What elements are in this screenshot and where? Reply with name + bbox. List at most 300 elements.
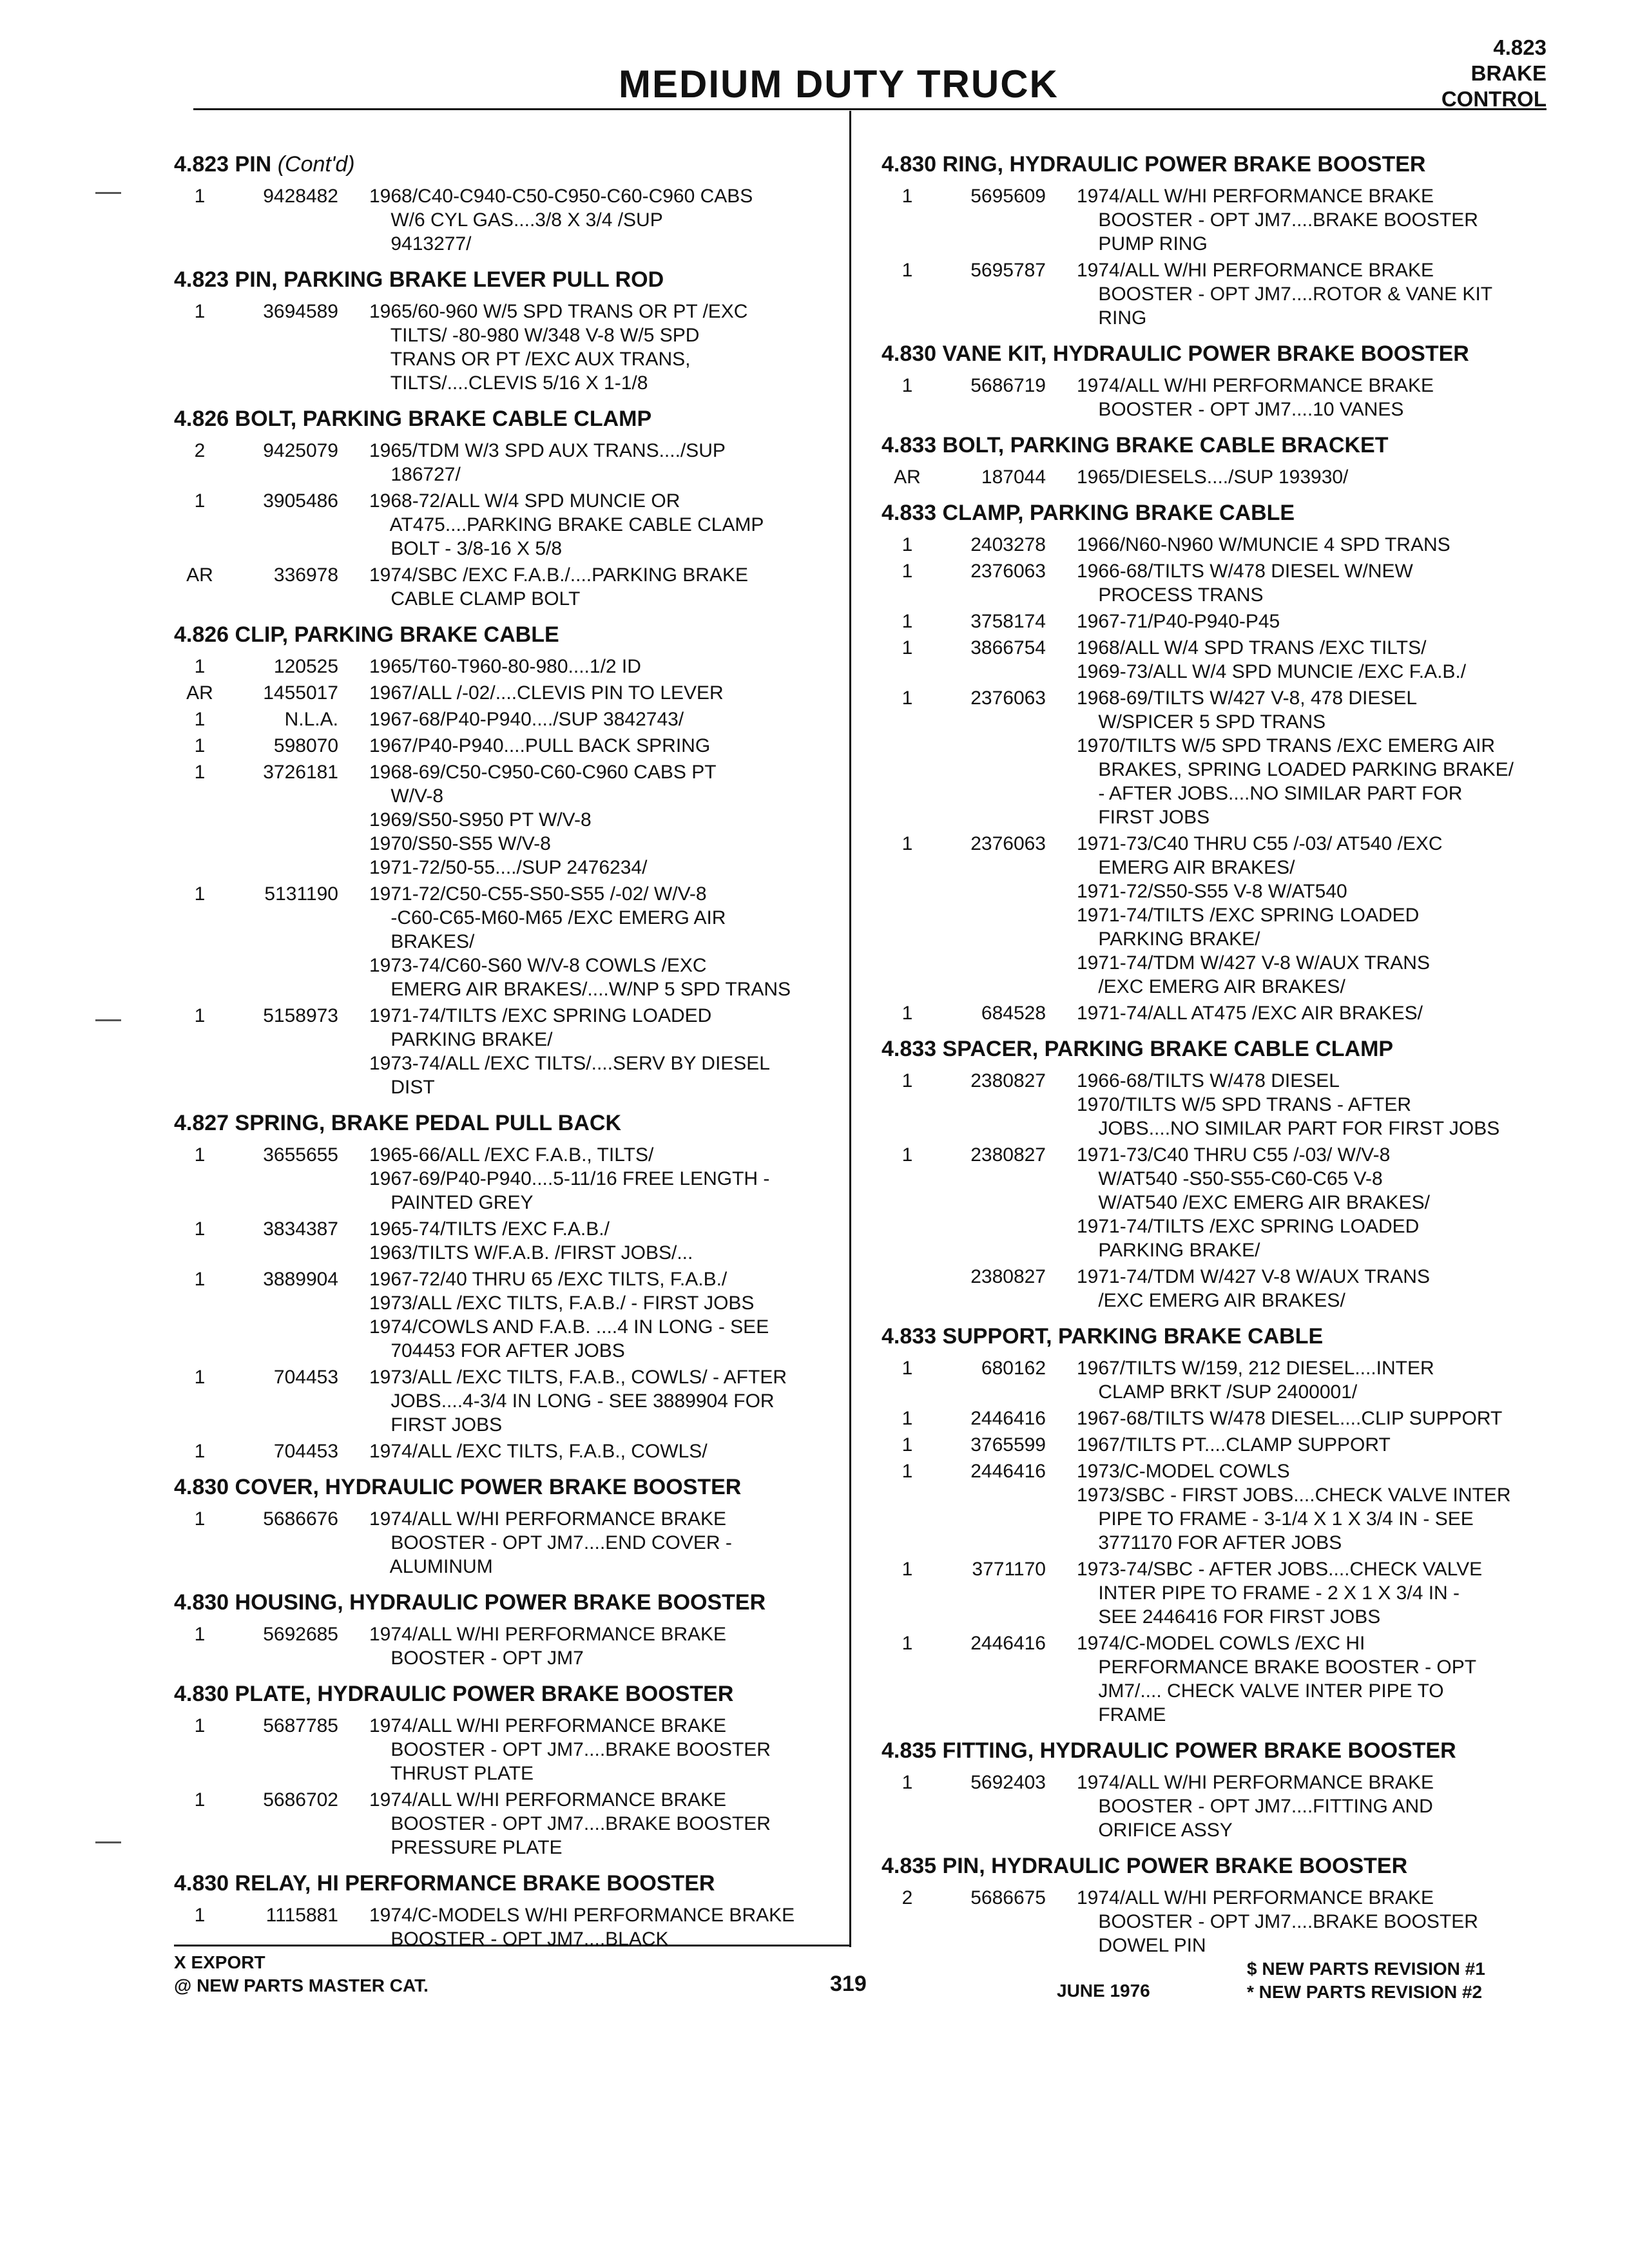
description-line: -C60-C65-M60-M65 /EXC EMERG AIR [369, 907, 726, 928]
part-entry [174, 563, 831, 611]
part-number: 5686675 [970, 1887, 1046, 1908]
description-line: 1973-74/C60-S60 W/V-8 COWLS /EXC [369, 955, 707, 976]
description-line: - AFTER JOBS....NO SIMILAR PART FOR [1077, 783, 1463, 804]
part-entry [882, 1771, 1558, 1842]
description-line: TILTS/....CLEVIS 5/16 X 1-1/8 [369, 372, 648, 394]
description-line: 1971-72/50-55..../SUP 2476234/ [369, 857, 648, 878]
description-line: 1965/60-960 W/5 SPD TRANS OR PT /EXC [369, 301, 748, 322]
catalog-section [882, 339, 1558, 421]
part-entry [174, 707, 831, 731]
section-heading [174, 1679, 831, 1709]
quantity: 1 [901, 1003, 913, 1024]
part-description [1077, 636, 1558, 684]
description-line: CLAMP BRKT /SUP 2400001/ [1077, 1381, 1358, 1403]
section-code: 4.830 [174, 1475, 229, 1499]
quantity: AR [186, 682, 213, 704]
quantity: AR [894, 466, 921, 488]
quantity: 1 [901, 1559, 913, 1580]
part-description [1077, 832, 1558, 999]
continued-note: (Cont'd) [277, 152, 355, 177]
section-heading [882, 1851, 1558, 1881]
quantity: 1 [194, 490, 206, 512]
description-line: 1967/ALL /-02/....CLEVIS PIN TO LEVER [369, 682, 724, 704]
column-divider [849, 111, 851, 1947]
section-code: 4.830 [174, 1871, 229, 1896]
description-line: INTER PIPE TO FRAME - 2 X 1 X 3/4 IN - [1077, 1582, 1460, 1604]
description-line: W/SPICER 5 SPD TRANS [1077, 711, 1326, 733]
description-line: 1969-73/ALL W/4 SPD MUNCIE /EXC F.A.B./ [1077, 661, 1467, 682]
part-description [1077, 1143, 1558, 1262]
part-entry [174, 1267, 831, 1363]
part-description [1077, 686, 1558, 829]
description-line: BRAKES, SPRING LOADED PARKING BRAKE/ [1077, 759, 1514, 780]
description-line: 1968/C40-C940-C50-C950-C60-C960 CABS [369, 186, 753, 207]
section-code: 4.830 [174, 1590, 229, 1615]
description-line: BOOSTER - OPT JM7....ROTOR & VANE KIT [1077, 284, 1493, 305]
section-name: PIN [235, 152, 272, 177]
part-entry [882, 184, 1558, 256]
part-description [369, 1507, 831, 1579]
description-line: 1967-69/P40-P940....5-11/16 FREE LENGTH - [369, 1168, 770, 1189]
part-entry [882, 559, 1558, 607]
margin-mark [95, 1841, 121, 1843]
margin-mark [95, 1019, 121, 1021]
section-heading [882, 149, 1558, 179]
description-line: ORIFICE ASSY [1077, 1820, 1233, 1841]
section-name: PLATE, HYDRAULIC POWER BRAKE BOOSTER [235, 1682, 734, 1706]
part-entry [174, 439, 831, 486]
section-indicator [1441, 35, 1547, 112]
part-number: 3771170 [972, 1559, 1046, 1580]
quantity: 1 [194, 709, 206, 730]
catalog-section [174, 1108, 831, 1463]
section-code: 4.830 [882, 341, 937, 366]
description-line: 1966/N60-N960 W/MUNCIE 4 SPD TRANS [1077, 534, 1451, 555]
section-heading [174, 620, 831, 649]
quantity: 1 [194, 656, 206, 677]
part-number: N.L.A. [284, 709, 338, 730]
part-number: 5687785 [263, 1715, 338, 1736]
description-line: 1968/ALL W/4 SPD TRANS /EXC TILTS/ [1077, 637, 1427, 658]
description-line: 1969/S50-S950 PT W/V-8 [369, 809, 592, 831]
description-line: 1974/ALL W/HI PERFORMANCE BRAKE [1077, 186, 1434, 207]
description-line: DIST [369, 1077, 435, 1098]
part-entry [174, 1004, 831, 1099]
part-number: 2380827 [970, 1266, 1046, 1287]
part-entry [882, 1886, 1558, 1957]
part-number: 2380827 [970, 1070, 1046, 1091]
quantity: 1 [194, 301, 206, 322]
part-entry [882, 1001, 1558, 1025]
description-line: 1974/COWLS AND F.A.B. ....4 IN LONG - SEE [369, 1316, 769, 1338]
quantity: 1 [901, 1358, 913, 1379]
quantity: 1 [901, 1408, 913, 1429]
part-description [369, 300, 831, 395]
footer-master-note: @ NEW PARTS MASTER CAT. [174, 1975, 429, 1995]
description-line: BOOSTER - OPT JM7....BRAKE BOOSTER [369, 1813, 771, 1834]
quantity: 1 [194, 1715, 206, 1736]
part-entry [882, 832, 1558, 999]
quantity: 1 [901, 833, 913, 854]
description-line: PRESSURE PLATE [369, 1837, 563, 1858]
part-description [1077, 1407, 1558, 1430]
part-entry [882, 610, 1558, 633]
part-description [1077, 610, 1558, 633]
section-code: 4.830 [174, 1682, 229, 1706]
part-entry [174, 681, 831, 705]
part-description [369, 1439, 831, 1463]
description-line: BOOSTER - OPT JM7....BRAKE BOOSTER [369, 1739, 771, 1760]
description-line: 1963/TILTS W/F.A.B. /FIRST JOBS/... [369, 1242, 693, 1264]
description-line: 1974/ALL W/HI PERFORMANCE BRAKE [369, 1508, 727, 1530]
part-description [369, 1714, 831, 1785]
part-entry [174, 1217, 831, 1265]
section-label-1: BRAKE [1470, 61, 1547, 85]
part-number: 704453 [273, 1367, 338, 1388]
part-entry [882, 686, 1558, 829]
part-entry [174, 184, 831, 256]
catalog-section [174, 1679, 831, 1860]
part-entry [174, 1903, 831, 1951]
description-line: 1965/T60-T960-80-980....1/2 ID [369, 656, 641, 677]
part-number: 2380827 [970, 1144, 1046, 1166]
part-number: 1455017 [263, 682, 338, 704]
description-line: 1967-68/TILTS W/478 DIESEL....CLIP SUPPORT [1077, 1408, 1503, 1429]
description-line: 1970/TILTS W/5 SPD TRANS - AFTER [1077, 1094, 1412, 1115]
part-entry [174, 300, 831, 395]
page-number: 319 [830, 1972, 867, 1996]
part-description [369, 655, 831, 678]
quantity: 1 [194, 1905, 206, 1926]
part-description [369, 882, 831, 1001]
page-title: MEDIUM DUTY TRUCK [619, 62, 1059, 106]
description-line: 1965/TDM W/3 SPD AUX TRANS..../SUP [369, 440, 726, 461]
part-entry [882, 1459, 1558, 1555]
quantity: 1 [194, 1624, 206, 1645]
catalog-section [882, 149, 1558, 330]
description-line: PERFORMANCE BRAKE BOOSTER - OPT [1077, 1657, 1477, 1678]
part-number: 3655655 [263, 1144, 338, 1166]
part-number: 684528 [981, 1003, 1046, 1024]
part-entry [174, 489, 831, 561]
description-line: 1968-72/ALL W/4 SPD MUNCIE OR [369, 490, 680, 512]
description-line: W/AT540 /EXC EMERG AIR BRAKES/ [1077, 1192, 1430, 1213]
part-description [369, 439, 831, 486]
quantity: 1 [194, 1789, 206, 1811]
part-entry [882, 1557, 1558, 1629]
catalog-section [174, 265, 831, 395]
quantity: 1 [194, 1218, 206, 1240]
description-line: 1971-72/S50-S55 V-8 W/AT540 [1077, 881, 1347, 902]
description-line: BOOSTER - OPT JM7....10 VANES [1077, 399, 1404, 420]
quantity: 1 [194, 735, 206, 756]
part-description [369, 707, 831, 731]
description-line: TILTS/ -80-980 W/348 V-8 W/5 SPD [369, 325, 700, 346]
catalog-section [174, 1472, 831, 1579]
section-name: COVER, HYDRAULIC POWER BRAKE BOOSTER [235, 1475, 742, 1499]
description-line: 1968-69/TILTS W/427 V-8, 478 DIESEL [1077, 687, 1418, 709]
section-heading [882, 498, 1558, 528]
part-number: 2376063 [970, 833, 1046, 854]
catalog-section [882, 430, 1558, 489]
section-code: 4.826 [174, 622, 229, 647]
right-column [882, 149, 1558, 1966]
quantity: 1 [901, 637, 913, 658]
part-description [369, 1622, 831, 1670]
part-number: 3889904 [263, 1269, 338, 1290]
part-description [369, 1903, 831, 1951]
description-line: 1966-68/TILTS W/478 DIESEL [1077, 1070, 1340, 1091]
section-name: HOUSING, HYDRAULIC POWER BRAKE BOOSTER [235, 1590, 766, 1615]
section-code: 4.826 [174, 407, 229, 431]
part-description [1077, 184, 1558, 256]
part-entry [882, 1433, 1558, 1457]
description-line: ALUMINUM [369, 1556, 493, 1577]
quantity: 1 [194, 1269, 206, 1290]
description-line: EMERG AIR BRAKES/....W/NP 5 SPD TRANS [369, 979, 791, 1000]
section-code: 4.830 [882, 152, 937, 177]
footer-revision-1: $ NEW PARTS REVISION #1 [1247, 1959, 1485, 1979]
part-number: 5131190 [264, 883, 338, 905]
quantity: 1 [901, 1434, 913, 1456]
description-line: 1973/C-MODEL COWLS [1077, 1461, 1290, 1482]
description-line: BOOSTER - OPT JM7....BLACK [369, 1928, 669, 1950]
section-heading [882, 339, 1558, 369]
description-line: PARKING BRAKE/ [1077, 1240, 1260, 1261]
section-code: 4.827 [174, 1111, 229, 1135]
margin-mark [95, 192, 121, 194]
description-line: 186727/ [369, 464, 461, 485]
section-name: RELAY, HI PERFORMANCE BRAKE BOOSTER [235, 1871, 715, 1896]
description-line: BOOSTER - OPT JM7....BRAKE BOOSTER [1077, 209, 1478, 231]
quantity: 1 [194, 1508, 206, 1530]
description-line: 1967-72/40 THRU 65 /EXC TILTS, F.A.B./ [369, 1269, 728, 1290]
description-line: W/AT540 -S50-S55-C60-C65 V-8 [1077, 1168, 1383, 1189]
part-entry [174, 882, 831, 1001]
quantity: 1 [901, 1772, 913, 1793]
part-number: 5686719 [970, 375, 1046, 396]
description-line: 1971-73/C40 THRU C55 /-03/ W/V-8 [1077, 1144, 1391, 1166]
description-line: PARKING BRAKE/ [369, 1029, 553, 1050]
part-description [369, 734, 831, 758]
description-line: 1967-71/P40-P940-P45 [1077, 611, 1280, 632]
description-line: 1971-74/TILTS /EXC SPRING LOADED [1077, 1216, 1420, 1237]
description-line: 1974/SBC /EXC F.A.B./....PARKING BRAKE [369, 564, 748, 586]
left-column [174, 149, 831, 1960]
description-line: BOOSTER - OPT JM7....FITTING AND [1077, 1796, 1433, 1817]
part-entry [174, 1788, 831, 1860]
description-line: /EXC EMERG AIR BRAKES/ [1077, 976, 1345, 997]
section-heading [882, 1321, 1558, 1351]
part-description [1077, 1459, 1558, 1555]
description-line: 3771170 FOR AFTER JOBS [1077, 1532, 1342, 1553]
description-line: PARKING BRAKE/ [1077, 928, 1260, 950]
quantity: 1 [194, 762, 206, 783]
part-description [1077, 465, 1558, 489]
description-line: 9413277/ [369, 233, 472, 255]
section-heading [882, 1034, 1558, 1064]
quantity: 1 [194, 1005, 206, 1026]
description-line: 1965-74/TILTS /EXC F.A.B./ [369, 1218, 610, 1240]
part-entry [174, 760, 831, 879]
part-entry [882, 465, 1558, 489]
quantity: 1 [194, 883, 206, 905]
quantity: 1 [901, 611, 913, 632]
quantity: 1 [901, 260, 913, 281]
quantity: 1 [194, 1367, 206, 1388]
footer-rule [174, 1945, 851, 1946]
part-number: 2446416 [970, 1461, 1046, 1482]
part-description [1077, 1631, 1558, 1727]
description-line: EMERG AIR BRAKES/ [1077, 857, 1295, 878]
section-label-2: CONTROL [1441, 87, 1547, 111]
part-number: 1115881 [265, 1905, 338, 1926]
part-number: 3866754 [970, 637, 1046, 658]
description-line: JOBS....NO SIMILAR PART FOR FIRST JOBS [1077, 1118, 1500, 1139]
description-line: JM7/.... CHECK VALVE INTER PIPE TO [1077, 1680, 1444, 1702]
part-description [369, 1788, 831, 1860]
part-description [369, 1365, 831, 1437]
description-line: 1973/SBC - FIRST JOBS....CHECK VALVE INTER [1077, 1485, 1511, 1506]
part-number: 2446416 [970, 1633, 1046, 1654]
part-number: 704453 [273, 1441, 338, 1462]
description-line: 1974/ALL W/HI PERFORMANCE BRAKE [1077, 1887, 1434, 1908]
part-entry [174, 1143, 831, 1215]
description-line: 1968-69/C50-C950-C60-C960 CABS PT [369, 762, 717, 783]
part-entry [882, 1356, 1558, 1404]
section-number: 4.823 [1493, 35, 1547, 59]
quantity [882, 1265, 933, 1312]
part-entry [882, 1265, 1558, 1312]
section-heading [174, 1588, 831, 1617]
description-line: 1970/S50-S55 W/V-8 [369, 833, 551, 854]
description-line: 1971-72/C50-C55-S50-S55 /-02/ W/V-8 [369, 883, 707, 905]
description-line: /EXC EMERG AIR BRAKES/ [1077, 1290, 1345, 1311]
description-line: 1974/ALL W/HI PERFORMANCE BRAKE [1077, 260, 1434, 281]
part-description [369, 184, 831, 256]
section-name: SUPPORT, PARKING BRAKE CABLE [942, 1324, 1324, 1349]
section-heading [174, 1472, 831, 1502]
part-number: 2446416 [970, 1408, 1046, 1429]
catalog-section [882, 1851, 1558, 1957]
description-line: BOOSTER - OPT JM7....BRAKE BOOSTER [1077, 1911, 1478, 1932]
part-description [369, 563, 831, 611]
part-number: 3726181 [263, 762, 338, 783]
section-heading [174, 149, 831, 179]
part-entry [882, 374, 1558, 421]
description-line: 1974/C-MODELS W/HI PERFORMANCE BRAKE [369, 1905, 795, 1926]
catalog-section [882, 1034, 1558, 1312]
quantity: AR [186, 564, 213, 586]
part-number: 3905486 [263, 490, 338, 512]
section-heading [882, 430, 1558, 460]
part-entry [882, 636, 1558, 684]
part-description [1077, 1886, 1558, 1957]
description-line: 1970/TILTS W/5 SPD TRANS /EXC EMERG AIR [1077, 735, 1496, 756]
part-entry [174, 1365, 831, 1437]
section-name: CLIP, PARKING BRAKE CABLE [235, 622, 559, 647]
section-name: FITTING, HYDRAULIC POWER BRAKE BOOSTER [942, 1738, 1456, 1763]
description-line: 1974/ALL W/HI PERFORMANCE BRAKE [369, 1715, 727, 1736]
section-code: 4.835 [882, 1854, 937, 1878]
part-number: 5695609 [970, 186, 1046, 207]
description-line: PROCESS TRANS [1077, 584, 1264, 606]
part-number: 5686676 [263, 1508, 338, 1530]
description-line: BOOSTER - OPT JM7 [369, 1648, 584, 1669]
description-line: 1974/ALL W/HI PERFORMANCE BRAKE [1077, 375, 1434, 396]
part-description [369, 1143, 831, 1215]
part-entry [882, 1407, 1558, 1430]
description-line: BRAKES/ [369, 931, 475, 952]
description-line: PIPE TO FRAME - 3-1/4 X 1 X 3/4 IN - SEE [1077, 1508, 1474, 1530]
description-line: 1971-74/TILTS /EXC SPRING LOADED [369, 1005, 712, 1026]
part-number: 3758174 [970, 611, 1046, 632]
description-line: 704453 FOR AFTER JOBS [369, 1340, 625, 1361]
description-line: W/V-8 [369, 785, 444, 807]
description-line: 1965/DIESELS..../SUP 193930/ [1077, 466, 1349, 488]
part-number: 336978 [273, 564, 338, 586]
part-entry [882, 533, 1558, 557]
part-description [1077, 1265, 1558, 1312]
description-line: BOOSTER - OPT JM7....END COVER - [369, 1532, 732, 1553]
description-line: 1967/TILTS PT....CLAMP SUPPORT [1077, 1434, 1391, 1456]
description-line: BOLT - 3/8-16 X 5/8 [369, 538, 563, 559]
part-number: 2376063 [970, 561, 1046, 582]
section-code: 4.823 [174, 267, 229, 292]
part-description [1077, 1069, 1558, 1140]
part-description [1077, 1356, 1558, 1404]
description-line: CABLE CLAMP BOLT [369, 588, 581, 610]
part-entry [882, 1143, 1558, 1262]
description-line: 1974/ALL W/HI PERFORMANCE BRAKE [369, 1789, 727, 1811]
section-name: VANE KIT, HYDRAULIC POWER BRAKE BOOSTER [942, 341, 1469, 366]
description-line: FIRST JOBS [369, 1414, 503, 1436]
part-number: 9428482 [263, 186, 338, 207]
description-line: 1971-74/ALL AT475 /EXC AIR BRAKES/ [1077, 1003, 1423, 1024]
section-code: 4.823 [174, 152, 229, 177]
description-line: 1974/C-MODEL COWLS /EXC HI [1077, 1633, 1365, 1654]
part-number: 5686702 [263, 1789, 338, 1811]
section-name: PIN, HYDRAULIC POWER BRAKE BOOSTER [942, 1854, 1408, 1878]
description-line: 1967-68/P40-P940..../SUP 3842743/ [369, 709, 684, 730]
quantity: 1 [194, 186, 206, 207]
part-description [1077, 1557, 1558, 1629]
footer-date: JUNE 1976 [1057, 1981, 1150, 2001]
section-name: RING, HYDRAULIC POWER BRAKE BOOSTER [942, 152, 1426, 177]
description-line: DOWEL PIN [1077, 1935, 1206, 1956]
section-name: SPACER, PARKING BRAKE CABLE CLAMP [942, 1037, 1394, 1061]
section-heading [174, 1108, 831, 1138]
part-number: 2403278 [970, 534, 1046, 555]
part-number: 3694589 [263, 301, 338, 322]
description-line: 1965-66/ALL /EXC F.A.B., TILTS/ [369, 1144, 654, 1166]
section-code: 4.833 [882, 433, 937, 457]
description-line: RING [1077, 307, 1147, 329]
description-line: 1971-73/C40 THRU C55 /-03/ AT540 /EXC [1077, 833, 1443, 854]
description-line: FIRST JOBS [1077, 807, 1210, 828]
description-line: 1967/TILTS W/159, 212 DIESEL....INTER [1077, 1358, 1434, 1379]
part-description [369, 760, 831, 879]
quantity: 1 [901, 375, 913, 396]
part-entry [882, 1069, 1558, 1140]
part-entry [174, 1622, 831, 1670]
part-entry [174, 1507, 831, 1579]
part-number: 2376063 [970, 687, 1046, 709]
quantity: 1 [194, 1144, 206, 1166]
catalog-section [882, 498, 1558, 1025]
part-number: 5692685 [263, 1624, 338, 1645]
quantity: 1 [901, 534, 913, 555]
